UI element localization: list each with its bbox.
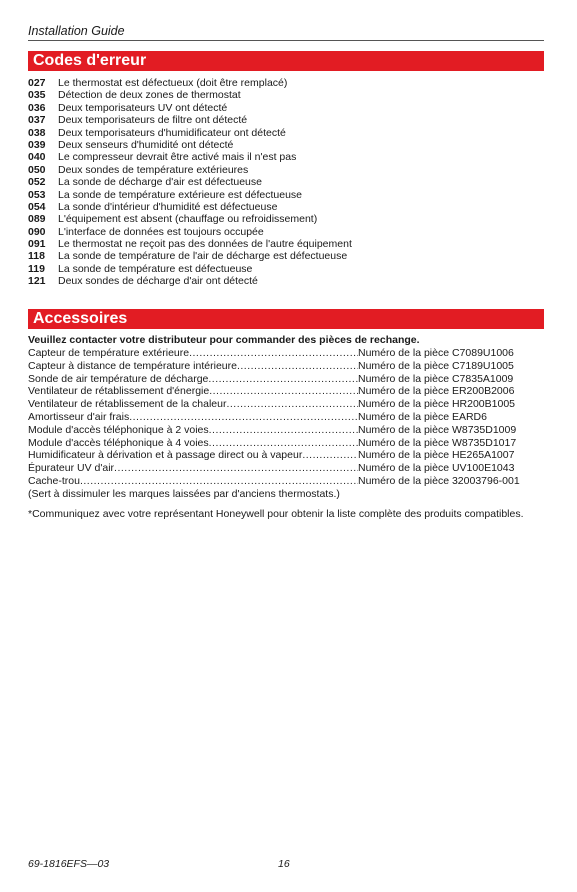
error-code-text: Détection de deux zones de thermostat (58, 89, 241, 102)
error-code-number: 050 (28, 163, 46, 176)
error-code-text: Deux temporisateurs d'humidificateur ont détecté (58, 126, 286, 139)
accessories-section-title: Accessoires (33, 310, 128, 327)
accessory-row (28, 449, 544, 462)
error-code-row (28, 238, 544, 250)
accessories-section-bar (28, 309, 544, 329)
error-code-number: 089 (28, 213, 46, 226)
error-code-text: Deux sondes de température extérieures (58, 163, 249, 176)
dot-leader (237, 360, 358, 373)
error-code-number: 038 (28, 126, 46, 139)
error-code-row (28, 275, 544, 287)
error-code-row (28, 201, 544, 213)
error-code-number: 036 (28, 101, 46, 114)
accessory-row (28, 411, 544, 424)
error-code-text: La sonde de température est défectueuse (58, 262, 253, 275)
error-code-number: 090 (28, 225, 46, 238)
accessory-row (28, 360, 544, 373)
error-code-list (28, 77, 544, 288)
dot-leader (208, 373, 358, 386)
accessory-name: Humidificateur à dérivation et à passage direct ou à vapeur (28, 449, 303, 462)
page-header (28, 24, 544, 41)
accessory-part-number: Numéro de la pièce C7089U1006 (358, 347, 514, 359)
error-code-number: 119 (28, 262, 45, 275)
accessory-name: Amortisseur d'air frais (28, 410, 130, 423)
dot-leader (209, 437, 358, 450)
accessory-name: Ventilateur de rétablissement d'énergie (28, 385, 210, 398)
error-code-text: Le thermostat ne reçoit pas des données de l'autre équipement (58, 238, 352, 251)
accessory-name: Ventilateur de rétablissement de la chaleur (28, 398, 227, 411)
dot-leader (209, 424, 358, 437)
error-code-number: 053 (28, 188, 46, 201)
accessory-row (28, 385, 544, 398)
page-number: 16 (278, 858, 290, 870)
dot-leader (80, 475, 358, 488)
accessory-row (28, 462, 544, 475)
error-code-text: La sonde de température de l'air de décharge est défectueuse (58, 250, 348, 263)
accessory-part-number: Numéro de la pièce C7835A1009 (358, 372, 514, 385)
accessory-part-number: Numéro de la pièce EARD6 (358, 410, 487, 423)
error-code-text: La sonde d'intérieur d'humidité est défectueuse (58, 200, 278, 213)
error-code-text: L'interface de données est toujours occupée (58, 225, 264, 238)
error-code-number: 052 (28, 176, 46, 189)
error-code-row (28, 77, 544, 89)
codes-section-title: Codes d'erreur (33, 52, 147, 69)
accessory-row (28, 373, 544, 386)
error-code-text: La sonde de température extérieure est défectueuse (58, 188, 302, 201)
error-code-number: 035 (28, 89, 46, 102)
accessory-note: (Sert à dissimuler les marques laissées par d'anciens thermostats.) (28, 487, 340, 500)
error-code-text: Le compresseur devrait être activé mais il n'est pas (58, 151, 297, 164)
error-code-text: L'équipement est absent (chauffage ou refroidissement) (58, 213, 318, 226)
accessory-row (28, 475, 544, 488)
accessories-list (28, 334, 544, 521)
error-code-row (28, 189, 544, 201)
error-code-text: Deux temporisateurs UV ont détecté (58, 101, 228, 114)
accessories-intro: Veuillez contacter votre distributeur pour commander des pièces de rechange. (28, 334, 420, 346)
accessory-row (28, 437, 544, 450)
error-code-row (28, 139, 544, 151)
header-title: Installation Guide (28, 24, 125, 38)
accessory-part-number: Numéro de la pièce ER200B2006 (358, 385, 515, 398)
document-code: 69-1816EFS—03 (28, 858, 110, 870)
accessories-footnote: *Communiquez avec votre représentant Honeywell pour obtenir la liste complète des produits compatibles. (28, 507, 524, 520)
error-code-number: 118 (28, 250, 45, 263)
error-code-number: 121 (28, 275, 46, 288)
accessory-row (28, 424, 544, 437)
error-code-text: La sonde de décharge d'air est défectueuse (58, 176, 262, 189)
error-code-row (28, 263, 544, 275)
error-code-text: Deux temporisateurs de filtre ont détecté (58, 114, 248, 127)
accessory-row (28, 398, 544, 411)
error-code-row (28, 114, 544, 126)
error-code-number: 027 (28, 77, 46, 89)
error-code-row (28, 176, 544, 188)
error-code-row (28, 151, 544, 163)
error-code-row (28, 102, 544, 114)
codes-section-bar (28, 51, 544, 71)
error-code-number: 039 (28, 138, 46, 151)
dot-leader (114, 462, 358, 475)
error-code-row (28, 250, 544, 262)
dot-leader (129, 411, 358, 424)
accessory-part-number: Numéro de la pièce W8735D1017 (358, 436, 517, 449)
accessory-name: Module d'accès téléphonique à 2 voies (28, 423, 209, 436)
accessory-part-number: Numéro de la pièce C7189U1005 (358, 359, 514, 372)
error-code-row (28, 226, 544, 238)
accessory-name: Module d'accès téléphonique à 4 voies (28, 436, 209, 449)
dot-leader (226, 398, 358, 411)
accessory-name: Sonde de air température de décharge (28, 372, 209, 385)
error-code-row (28, 164, 544, 176)
accessory-row (28, 347, 544, 360)
error-code-row (28, 213, 544, 225)
error-code-text: Deux sondes de décharge d'air ont détecté (58, 275, 258, 288)
error-code-row (28, 89, 544, 101)
error-code-number: 091 (28, 238, 46, 251)
accessory-name: Capteur à distance de température intérieure (28, 359, 237, 372)
error-code-number: 054 (28, 200, 46, 213)
dot-leader (189, 347, 358, 360)
accessory-part-number: Numéro de la pièce 32003796-001 (358, 474, 520, 487)
dot-leader (302, 449, 358, 462)
accessory-part-number: Numéro de la pièce UV100E1043 (358, 462, 515, 475)
accessory-name: Épurateur UV d'air (28, 462, 115, 475)
dot-leader (209, 385, 358, 398)
error-code-number: 037 (28, 114, 46, 127)
error-code-text: Deux senseurs d'humidité ont détecté (58, 138, 234, 151)
accessory-name: Cache-trou (28, 474, 80, 487)
accessory-name: Capteur de température extérieure (28, 347, 190, 359)
error-code-number: 040 (28, 151, 46, 164)
accessory-part-number: Numéro de la pièce W8735D1009 (358, 423, 517, 436)
error-code-row (28, 127, 544, 139)
accessory-part-number: Numéro de la pièce HE265A1007 (358, 449, 515, 462)
error-code-text: Le thermostat est défectueux (doit être remplacé) (58, 77, 288, 89)
accessory-part-number: Numéro de la pièce HR200B1005 (358, 398, 516, 411)
